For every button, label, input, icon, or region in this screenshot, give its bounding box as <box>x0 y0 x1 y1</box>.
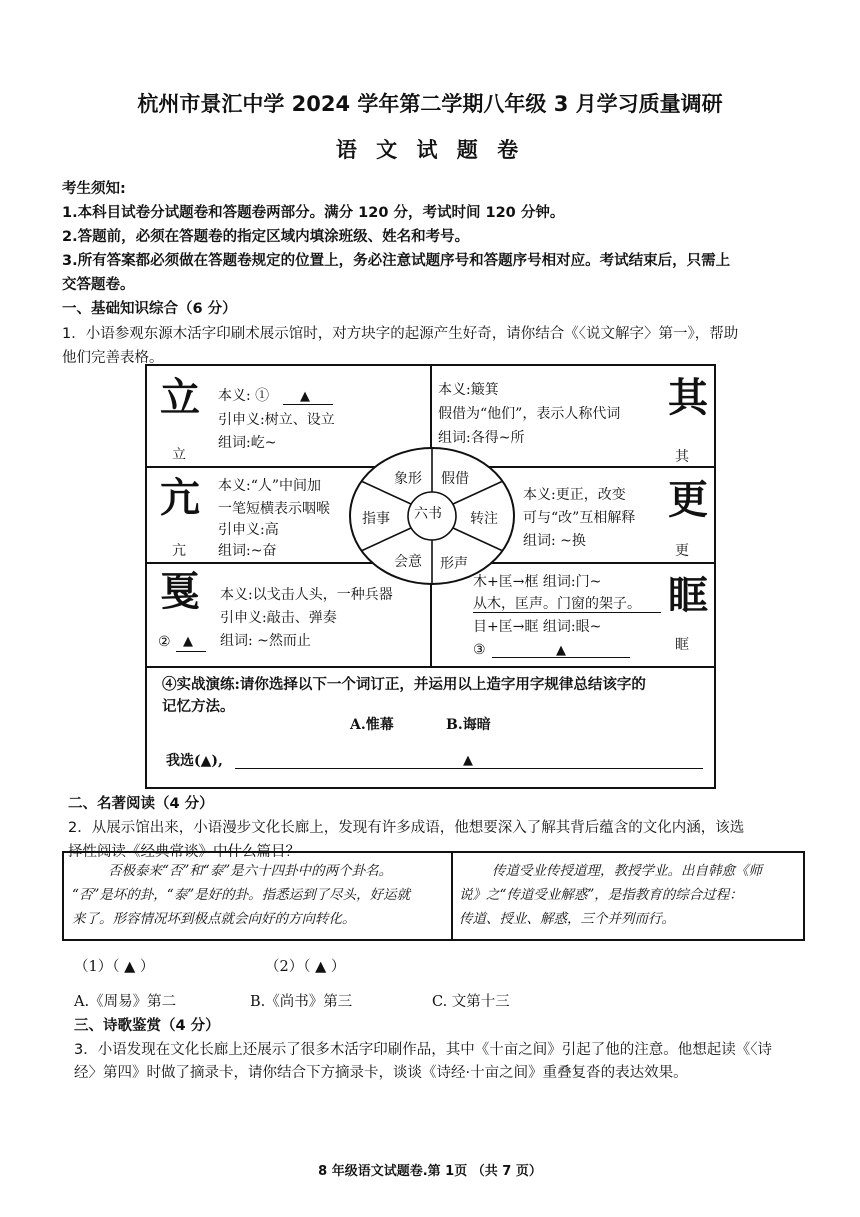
ancient-glyph-blank-2: 戛 <box>160 568 200 615</box>
glyph-label-qi: 其 <box>675 449 689 465</box>
glyph-label-kang: 亢 <box>172 543 186 559</box>
question3-text-line1: 3．小语发现在文化长廊上还展示了很多木活字印刷作品，其中《十亩之间》引起了他的注意。他想起读《〈诗 <box>74 1042 772 1058</box>
kang-word: 组词:~奋 <box>218 543 277 559</box>
wheel-center-label: 六书 <box>414 506 442 522</box>
answer-2-blank: （2）（ ▲ ） <box>265 959 346 975</box>
kuang-eye-socket: 目+匡→眶 组词:眼~ <box>473 619 602 635</box>
wheel-segment-zhuanzhu: 转注 <box>470 511 498 527</box>
section1-heading: 一、基础知识综合（6 分） <box>62 301 237 317</box>
kang-meaning-cont: 一笔短横表示咽喉 <box>218 501 330 517</box>
li-meaning: 本义: ① <box>218 388 270 404</box>
ancient-glyph-qi: 其 <box>668 374 708 421</box>
practice-prompt-line2: 记忆方法。 <box>162 698 235 715</box>
page-footer: 8 年级语文试题卷.第 1页 （共 7 页） <box>318 1164 542 1179</box>
card-left-line2: “否”是坏的卦，“泰”是好的卦。指悉运到了尽头，好运就 <box>72 887 411 903</box>
notice-item-1: 1.本科目试卷分试题卷和答题卷两部分。满分 120 分，考试时间 120 分钟。 <box>62 205 565 221</box>
blank-1-marker: ▲ <box>300 389 310 404</box>
li-word: 组词:屹~ <box>218 435 277 451</box>
qi-word: 组词:各得~所 <box>438 430 525 446</box>
kuang-shuowen-underline <box>473 612 661 613</box>
blank2-extended-meaning: 引申义:敲击、弹奏 <box>220 610 337 626</box>
notice-item-4: 交答题卷。 <box>62 277 135 293</box>
glyph-label-blank-2: ② <box>158 634 171 650</box>
card-left-line1: 否极泰来“否”和“泰”是六十四卦中的两个卦名。 <box>108 863 393 879</box>
ancient-glyph-kang: 亢 <box>160 474 200 521</box>
card-right-line3: 传道、授业、解惑，三个并列而行。 <box>459 911 675 927</box>
blank-2-marker: ▲ <box>183 634 193 649</box>
practice-option-b: B.诲暗 <box>446 717 491 733</box>
blank2-word: 组词: ~然而止 <box>220 633 311 649</box>
answer-1-blank: （1）（ ▲ ） <box>74 959 155 975</box>
practice-option-a: A.惟幕 <box>350 717 394 733</box>
card-left-line3: 来了。形容情况坏到极点就会向好的方向转化。 <box>72 911 356 927</box>
glyph-label-li: 立 <box>172 447 186 463</box>
qi-borrowed-meaning: 假借为“他们”，表示人称代词 <box>438 406 621 422</box>
geng-word: 组词: ~换 <box>523 533 586 549</box>
option-a: A.《周易》第二 <box>74 994 177 1010</box>
glyph-label-geng: 更 <box>675 543 689 559</box>
blank-3-marker: ▲ <box>556 643 566 658</box>
kuang-shuowen: 从木，匡声。门窗的架子。 <box>473 596 641 612</box>
section2-heading: 二、名著阅读（4 分） <box>68 796 214 812</box>
practice-prompt-line1: ④实战演练:请你选择以下一个词订正，并运用以上造字用字规律总结该字的 <box>162 676 646 693</box>
card-right-line2: 说》之“传道受业解惑”，是指教育的综合过程： <box>459 887 743 903</box>
blank-3-label: ③ <box>473 642 486 658</box>
question2-text-line1: 2．从展示馆出来，小语漫步文化长廊上，发现有许多成语，他想要深入了解其背后蕴含的文化内涵，该选 <box>68 820 745 836</box>
notice-item-3: 3.所有答案都必须做在答题卷规定的位置上，务必注意试题序号和答题序号相对应。考试结束后，只需上 <box>62 253 731 269</box>
ancient-glyph-geng: 更 <box>668 476 708 523</box>
ancient-glyph-kuang: 眶 <box>668 572 708 619</box>
question2-text-line2: 择性阅读《经典常谈》中什么篇目？ <box>68 844 300 860</box>
blank2-meaning: 本义:以戈击人头，一种兵器 <box>220 587 393 603</box>
kang-extended-meaning: 引申义:高 <box>218 522 279 538</box>
wheel-segment-xingsheng: 形声 <box>440 556 468 572</box>
wheel-segment-zhishi: 指事 <box>362 511 390 527</box>
wheel-segment-xiangxing: 象形 <box>394 471 422 487</box>
exam-title: 杭州市景汇中学 2024 学年第二学期八年级 3 月学习质量调研 <box>137 92 723 116</box>
geng-meaning: 本义:更正，改变 <box>523 487 626 503</box>
practice-answer-marker: ▲ <box>463 753 473 768</box>
kuang-kuang-frame: 木+匡→框 组词:门~ <box>473 574 602 590</box>
question3-text-line2: 经〉第四》时做了摘录卡，请你结合下方摘录卡，谈谈《诗经·十亩之间》重叠复沓的表达效果。 <box>74 1065 688 1081</box>
blank-2-underline <box>176 651 206 652</box>
question1-text-line2: 他们完善表格。 <box>62 350 164 366</box>
notice-heading: 考生须知: <box>62 181 126 197</box>
kang-meaning: 本义:“人”中间加 <box>218 478 322 494</box>
qi-meaning: 本义:簸箕 <box>438 382 499 398</box>
geng-interpretation: 可与“改”互相解释 <box>523 510 636 526</box>
wheel-segment-huiyi: 会意 <box>394 554 422 570</box>
option-b: B.《尚书》第三 <box>250 994 353 1010</box>
notice-item-2: 2.答题前，必须在答题卷的指定区域内填涂班级、姓名和考号。 <box>62 229 470 245</box>
ancient-glyph-li: 立 <box>160 374 200 421</box>
question1-text-line1: 1．小语参观东源木活字印刷术展示馆时，对方块字的起源产生好奇，请你结合《〈说文解字〉第一》，帮助 <box>62 326 739 342</box>
li-extended-meaning: 引申义:树立、设立 <box>218 412 335 428</box>
option-c: C. 文第十三 <box>432 994 510 1010</box>
card-right-line1: 传道受业传授道理，教授学业。出自韩愈《师 <box>492 863 762 879</box>
practice-answer-label: 我选(▲), <box>166 753 223 769</box>
wheel-segment-jiajie: 假借 <box>441 471 469 487</box>
glyph-label-kuang: 眶 <box>675 637 689 653</box>
section3-heading: 三、诗歌鉴赏（4 分） <box>74 1018 220 1034</box>
exam-subtitle: 语 文 试 题 卷 <box>335 138 525 162</box>
